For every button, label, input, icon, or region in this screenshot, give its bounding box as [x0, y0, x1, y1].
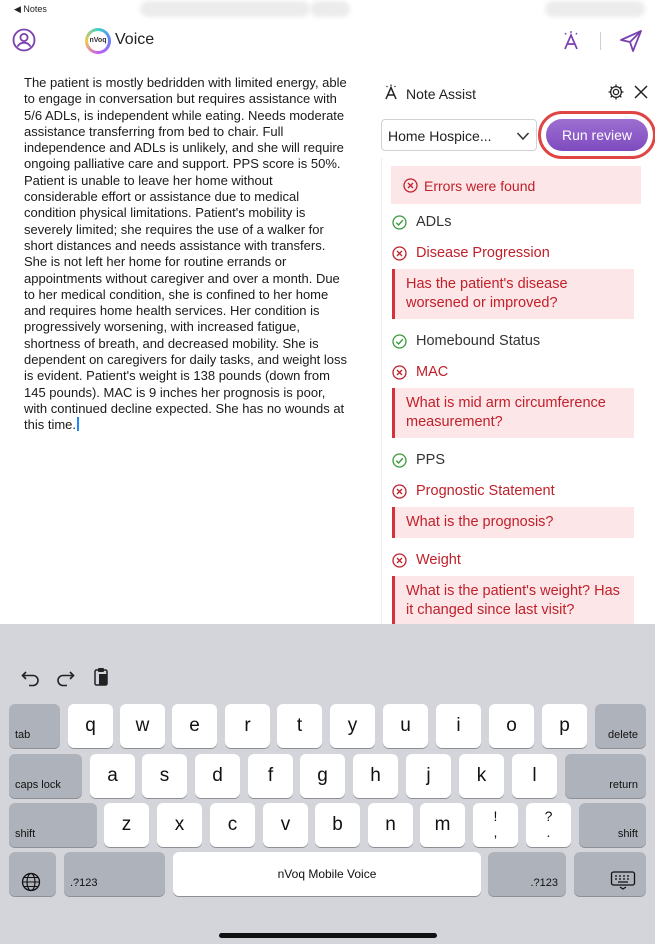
review-results	[381, 158, 649, 624]
key-bottom-char: .	[546, 824, 551, 840]
template-select-value: Home Hospice...	[388, 128, 492, 144]
errors-banner	[391, 166, 641, 204]
note-assist-panel	[375, 66, 655, 624]
key-o[interactable]: o	[489, 704, 534, 748]
note-text: The patient is mostly bedridden with limited energy, able to engage in conversation but requires assistance with 5/6 ADLs, is independent while eating. Needs moderate assistance transferring from bed to chair. Full independence and ADLs is unlikely, and she will require ongoing palliative care and support. PPS score is 50%. Patient is unable to leave her home without considerable effort or assistance due to medical condition physical limitations. Patient's mobility is severely limited; she requires the use of a walker for short distances and needs assistance with transfers. She is not left her home for routine errands or appointments without caregiver and over a month. Due to her medical condition, she is confined to her home and requires home health services. Her condition is progressively worsening, with increased fatigue, shortness of breath, and decreased mobility. She is dependent on caregivers for daily tasks, and weight loss is evident. Patient's weight is 138 pounds (down from 145 pounds). MAC is 9 inches her prognosis is poor, with continued decline expected. She has no wounds at this time.	[24, 75, 348, 433]
review-question[interactable]: Has the patient's disease worsened or improved?	[392, 269, 634, 319]
errors-banner-text: Errors were found	[424, 178, 536, 194]
keyboard-dismiss-icon	[610, 870, 636, 890]
key-w[interactable]: w	[120, 704, 165, 748]
key-t[interactable]: t	[277, 704, 322, 748]
key-z[interactable]: z	[104, 803, 149, 847]
caps-lock-key[interactable]	[9, 754, 82, 798]
close-icon[interactable]	[632, 83, 650, 101]
key-bottom-char: ,	[493, 824, 498, 840]
key-i[interactable]: i	[436, 704, 481, 748]
key-y[interactable]: y	[330, 704, 375, 748]
check-circle-icon	[392, 334, 407, 349]
key-s[interactable]: s	[142, 754, 187, 798]
delete-key[interactable]	[595, 704, 646, 748]
note-assist-icon[interactable]	[560, 30, 582, 52]
app-name: Voice	[115, 31, 155, 48]
shift-key-label: shift	[617, 828, 638, 840]
shift-key-label: shift	[15, 828, 36, 840]
app-header	[0, 22, 655, 62]
globe-key[interactable]	[9, 852, 56, 896]
key-d[interactable]: d	[195, 754, 240, 798]
globe-icon	[21, 872, 41, 892]
return-key[interactable]	[565, 754, 646, 798]
key-question-period[interactable]	[526, 803, 571, 847]
paste-icon[interactable]	[90, 666, 112, 688]
status-bar	[0, 0, 655, 20]
key-h[interactable]: h	[353, 754, 398, 798]
key-r[interactable]: r	[225, 704, 270, 748]
key-exclaim-comma[interactable]	[473, 803, 518, 847]
review-item-label: MAC	[416, 364, 449, 380]
error-circle-icon	[392, 553, 407, 568]
key-l[interactable]: l	[512, 754, 557, 798]
tab-key[interactable]	[9, 704, 60, 748]
review-item-label: ADLs	[416, 214, 452, 230]
back-to-notes-link[interactable]: ◀ Notes	[14, 4, 47, 14]
review-item-label: PPS	[416, 452, 446, 468]
review-item-label: Homebound Status	[416, 333, 541, 349]
caps-lock-key-label: caps lock	[15, 779, 61, 791]
on-screen-keyboard	[0, 624, 655, 944]
review-question[interactable]: What is the prognosis?	[392, 507, 634, 538]
highlight-ring	[538, 111, 655, 159]
key-j[interactable]: j	[406, 754, 451, 798]
space-key[interactable]: nVoq Mobile Voice	[173, 852, 481, 896]
key-u[interactable]: u	[383, 704, 428, 748]
key-v[interactable]: v	[263, 803, 308, 847]
status-blur-right	[545, 1, 645, 17]
status-blur-left	[140, 1, 310, 17]
header-divider	[600, 32, 601, 50]
hide-keyboard-key[interactable]	[574, 852, 646, 896]
key-n[interactable]: n	[368, 803, 413, 847]
error-circle-icon	[403, 178, 418, 193]
review-item-label: Prognostic Statement	[416, 483, 555, 499]
key-q[interactable]: q	[68, 704, 113, 748]
shift-key-right[interactable]	[579, 803, 646, 847]
gear-icon[interactable]	[607, 83, 625, 101]
key-p[interactable]: p	[542, 704, 587, 748]
key-a[interactable]: a	[90, 754, 135, 798]
error-circle-icon	[392, 484, 407, 499]
note-assist-title-icon	[383, 84, 399, 100]
key-x[interactable]: x	[157, 803, 202, 847]
status-blur-center	[310, 1, 350, 17]
delete-key-label: delete	[608, 729, 638, 741]
template-select[interactable]	[381, 119, 537, 151]
error-circle-icon	[392, 246, 407, 261]
send-icon[interactable]	[618, 28, 644, 54]
key-top-char: ?	[544, 808, 553, 824]
chevron-down-icon	[516, 129, 530, 143]
profile-icon[interactable]	[12, 28, 36, 52]
key-c[interactable]: c	[210, 803, 255, 847]
tab-key-label: tab	[15, 729, 31, 741]
review-question[interactable]: What is the patient's weight? Has it changed since last visit?	[392, 576, 634, 624]
check-circle-icon	[392, 215, 407, 230]
key-m[interactable]: m	[420, 803, 465, 847]
error-circle-icon	[392, 365, 407, 380]
key-e[interactable]: e	[172, 704, 217, 748]
shift-key-left[interactable]	[9, 803, 97, 847]
key-g[interactable]: g	[300, 754, 345, 798]
key-k[interactable]: k	[459, 754, 504, 798]
logo-text: nVoq	[88, 31, 108, 51]
symbols-key-label: .?123	[70, 877, 98, 889]
return-key-label: return	[609, 779, 638, 791]
key-b[interactable]: b	[315, 803, 360, 847]
symbols-key-left[interactable]	[64, 852, 165, 896]
symbols-key-right[interactable]	[488, 852, 566, 896]
review-item-label: Weight	[416, 552, 461, 568]
undo-icon[interactable]	[20, 666, 42, 688]
run-review-button[interactable]: Run review	[546, 119, 648, 151]
note-editor[interactable]	[24, 75, 349, 434]
redo-icon[interactable]	[54, 666, 76, 688]
key-f[interactable]: f	[248, 754, 293, 798]
check-circle-icon	[392, 453, 407, 468]
home-indicator[interactable]	[219, 933, 437, 938]
nvoq-logo	[85, 28, 111, 54]
panel-title: Note Assist	[406, 86, 477, 102]
key-top-char: !	[493, 808, 498, 824]
text-cursor	[77, 417, 79, 431]
symbols-key-label: .?123	[530, 877, 558, 889]
review-item-label: Disease Progression	[416, 245, 550, 261]
review-question[interactable]: What is mid arm circumference measurement?	[392, 388, 634, 438]
